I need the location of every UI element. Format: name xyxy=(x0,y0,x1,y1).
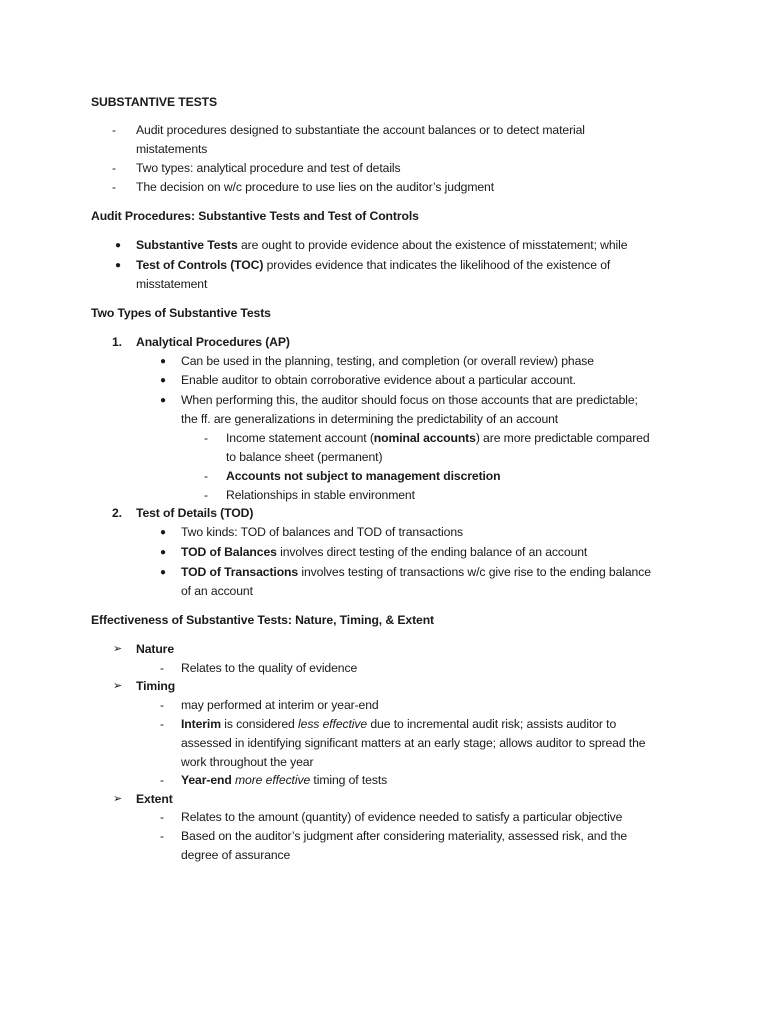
ap-bullet-1: Can be used in the planning, testing, and completion (or overall review) phase xyxy=(181,354,594,368)
arrow-bullet-icon: ➢ xyxy=(113,793,123,805)
dash-marker: - xyxy=(204,431,208,445)
nature-item-1: Relates to the quality of evidence xyxy=(181,661,358,675)
dash-marker: - xyxy=(112,123,116,137)
extent-item-1: Relates to the amount (quantity) of evidence needed to satisfy a particular objective xyxy=(181,810,623,824)
timing-item-2-line-3: work throughout the year xyxy=(181,755,314,769)
doc-title: SUBSTANTIVE TESTS xyxy=(91,95,218,109)
ap-sub-item-2: Accounts not subject to management discretion xyxy=(226,469,501,483)
ap-sub-item-3: Relationships in stable environment xyxy=(226,488,415,502)
dash-marker: - xyxy=(112,180,116,194)
ap-bullet-3-line-2: the ff. are generalizations in determining the predictability of an account xyxy=(181,412,559,426)
analytical-procedures-title: Analytical Procedures (AP) xyxy=(136,335,290,349)
dash-marker: - xyxy=(160,661,164,675)
section-heading-effectiveness: Effectiveness of Substantive Tests: Nature, Timing, & Extent xyxy=(91,613,435,627)
intro-item-1-line-2: mistatements xyxy=(136,142,208,156)
tod-bullet-1: Two kinds: TOD of balances and TOD of transactions xyxy=(181,525,464,539)
audit-procedures-item-2: Test of Controls (TOC) provides evidence that indicates the likelihood of the existence of xyxy=(136,258,611,272)
list-number: 1. xyxy=(112,335,122,349)
dash-marker: - xyxy=(160,698,164,712)
dash-marker: - xyxy=(160,829,164,843)
extent-item-2-line-1: Based on the auditor’s judgment after considering materiality, assessed risk, and the xyxy=(181,829,628,843)
ap-bullet-3-line-1: When performing this, the auditor should focus on those accounts that are predictable; xyxy=(181,393,638,407)
ap-sub-item-1-line-2: to balance sheet (permanent) xyxy=(226,450,383,464)
test-of-details-title: Test of Details (TOD) xyxy=(136,506,254,520)
bullet-marker: ● xyxy=(160,356,166,367)
dash-marker: - xyxy=(160,717,164,731)
dash-marker: - xyxy=(204,488,208,502)
timing-item-1: may performed at interim or year-end xyxy=(181,698,379,712)
tod-bullet-2: TOD of Balances involves direct testing of the ending balance of an account xyxy=(181,545,588,559)
dash-marker: - xyxy=(112,161,116,175)
extent-label: Extent xyxy=(136,792,173,806)
bullet-marker: ● xyxy=(160,527,166,538)
bullet-marker: ● xyxy=(115,260,121,271)
bullet-marker: ● xyxy=(115,240,121,251)
tod-bullet-3-line-2: of an account xyxy=(181,584,253,598)
section-heading-two-types: Two Types of Substantive Tests xyxy=(91,306,271,320)
intro-item-2: Two types: analytical procedure and test of details xyxy=(136,161,401,175)
dash-marker: - xyxy=(204,469,208,483)
arrow-bullet-icon: ➢ xyxy=(113,643,123,655)
timing-label: Timing xyxy=(136,679,176,693)
tod-bullet-3-line-1: TOD of Transactions involves testing of transactions w/c give rise to the ending balance xyxy=(181,565,651,579)
section-heading-audit-procedures: Audit Procedures: Substantive Tests and Test of Controls xyxy=(91,209,419,223)
arrow-bullet-icon: ➢ xyxy=(113,680,123,692)
bullet-marker: ● xyxy=(160,547,166,558)
dash-marker: - xyxy=(160,773,164,787)
intro-item-3: The decision on w/c procedure to use lies on the auditor’s judgment xyxy=(136,180,495,194)
ap-sub-item-1: Income statement account (nominal accounts) are more predictable compared xyxy=(226,431,650,445)
dash-marker: - xyxy=(160,810,164,824)
extent-item-2-line-2: degree of assurance xyxy=(181,848,291,862)
timing-item-2-line-2: assessed in identifying significant matters at an early stage; allows auditor to spread the xyxy=(181,736,646,750)
audit-procedures-item-1: Substantive Tests are ought to provide evidence about the existence of misstatement; while xyxy=(136,238,628,252)
nature-label: Nature xyxy=(136,642,175,656)
timing-item-3: Year-end more effective timing of tests xyxy=(181,773,388,787)
bullet-marker: ● xyxy=(160,375,166,386)
timing-item-2-line-1: Interim is considered less effective due to incremental audit risk; assists auditor to xyxy=(181,717,617,731)
list-number: 2. xyxy=(112,506,122,520)
bullet-marker: ● xyxy=(160,567,166,578)
bullet-marker: ● xyxy=(160,395,166,406)
ap-bullet-2: Enable auditor to obtain corroborative evidence about a particular account. xyxy=(181,373,576,387)
intro-item-1-line-1: Audit procedures designed to substantiate the account balances or to detect material xyxy=(136,123,585,137)
audit-procedures-item-2-line-2: misstatement xyxy=(136,277,208,291)
